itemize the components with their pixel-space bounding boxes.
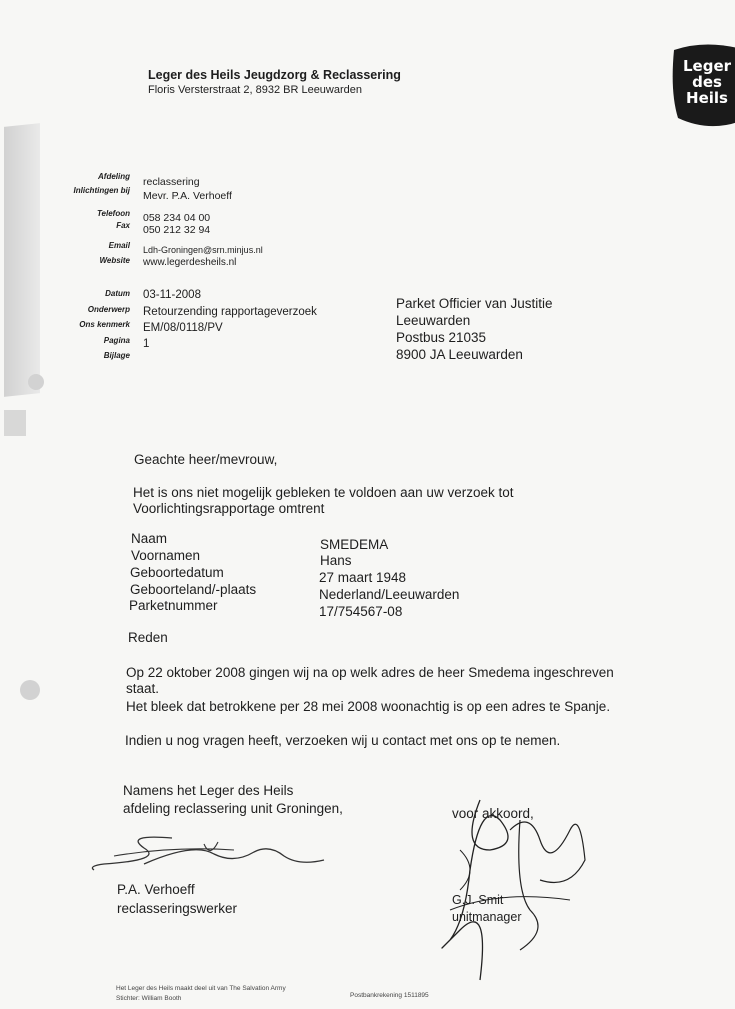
field-value: 27 maart 1948 (319, 570, 407, 585)
intro-line2: Voorlichtingsrapportage omtrent (133, 501, 325, 516)
datum-label: Datum (105, 289, 130, 298)
fax-label: Fax (116, 221, 130, 230)
pagina-label: Pagina (103, 336, 130, 345)
footer-line1: Het Leger des Heils maakt deel uit van The Salvation Army (116, 985, 286, 992)
signer1-name: P.A. Verhoeff (117, 882, 195, 897)
bijlage-label: Bijlage (103, 351, 130, 360)
field-label: Parketnummer (129, 598, 218, 613)
field-value: Nederland/Leeuwarden (319, 587, 460, 602)
telefoon-label: Telefoon (96, 209, 130, 218)
email-label: Email (108, 241, 130, 250)
field-value: Hans (320, 553, 352, 568)
signer1-title: reclasseringswerker (117, 901, 238, 916)
email-value: Ldh-Groningen@srn.minjus.nl (143, 245, 263, 255)
paragraph-3: Indien u nog vragen heeft, verzoeken wij u contact met ons op te nemen. (125, 733, 561, 748)
recipient-line2: Leeuwarden (396, 313, 471, 328)
recipient-line1: Parket Officier van Justitie (396, 296, 553, 311)
kenmerk-label: Ons kenmerk (79, 320, 130, 329)
signer2-title: unitmanager (452, 910, 522, 924)
punch-hole (20, 680, 40, 700)
fax-value: 050 212 32 94 (143, 224, 211, 236)
website-label: Website (99, 256, 130, 265)
onderwerp-value: Retourzending rapportageverzoek (143, 306, 317, 318)
logo-text: Leger des Heils (682, 57, 732, 107)
organization-name: Leger des Heils Jeugdzorg & Reclassering (148, 68, 401, 82)
closing-line1: Namens het Leger des Heils (123, 783, 294, 798)
field-value: 17/754567-08 (319, 604, 403, 619)
pagina-value: 1 (143, 338, 150, 350)
telefoon-value: 058 234 04 00 (143, 212, 211, 224)
field-value: SMEDEMA (320, 537, 389, 552)
afdeling-value: reclassering (143, 176, 200, 188)
scan-smudge (4, 410, 26, 436)
signature-smit (420, 790, 600, 990)
salutation: Geachte heer/mevrouw, (134, 452, 278, 467)
datum-value: 03-11-2008 (143, 289, 201, 301)
footer-line2: Stichter: William Booth (116, 995, 182, 1002)
organization-address: Floris Versterstraat 2, 8932 BR Leeuwarden (148, 84, 363, 96)
onderwerp-label: Onderwerp (87, 305, 130, 314)
intro-line1: Het is ons niet mogelijk gebleken te voldoen aan uw verzoek tot (133, 485, 514, 500)
field-label: Voornamen (131, 548, 201, 563)
paragraph-2: Het bleek dat betrokkene per 28 mei 2008 woonachtig is op een adres te Spanje. (126, 699, 611, 714)
signer2-name: G.J. Smit (452, 893, 504, 907)
footer-postbank: Postbankrekening 1511895 (350, 992, 429, 999)
field-label: Naam (131, 531, 168, 546)
inlichtingen-value: Mevr. P.A. Verhoeff (143, 190, 232, 202)
afdeling-label: Afdeling (98, 172, 130, 181)
closing-line2: afdeling reclassering unit Groningen, (123, 801, 343, 816)
kenmerk-value: EM/08/0118/PV (143, 322, 223, 334)
reden-heading: Reden (128, 630, 168, 645)
inlichtingen-label: Inlichtingen bij (73, 186, 130, 195)
field-label: Geboortedatum (130, 565, 224, 580)
website-value: www.legerdesheils.nl (143, 257, 237, 268)
punch-hole (28, 374, 44, 390)
approval-text: voor akkoord, (452, 806, 534, 821)
recipient-line4: 8900 JA Leeuwarden (396, 347, 523, 362)
recipient-line3: Postbus 21035 (396, 330, 487, 345)
paragraph-1: Op 22 oktober 2008 gingen wij na op welk adres de heer Smedema ingeschreven (126, 665, 614, 680)
field-label: Geboorteland/-plaats (130, 582, 257, 597)
paragraph-1-continued: staat. (126, 681, 160, 696)
signature-verhoeff (84, 824, 344, 880)
